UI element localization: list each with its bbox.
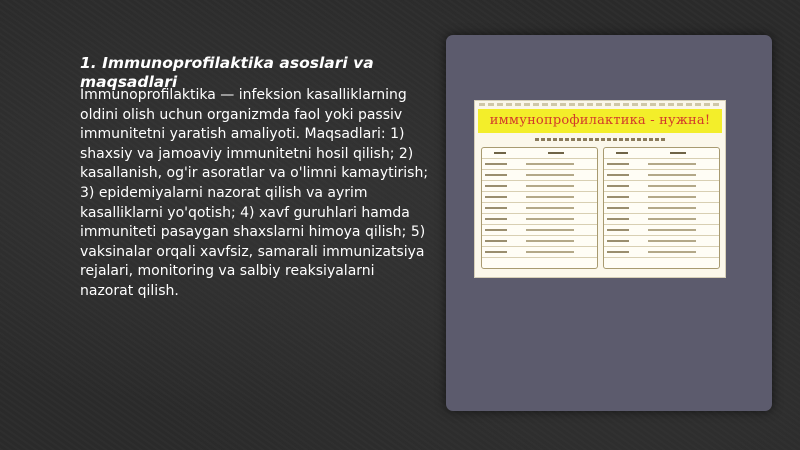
poster-banner: иммунопрофилактика - нужна! (478, 109, 722, 133)
poster-table-row (604, 214, 719, 225)
poster-subtitle-line (535, 138, 665, 141)
slide-title-line-1: 1. Immunoprofilaktika asoslari va (80, 54, 374, 72)
slide-body-text: Immunoprofilaktika — infeksion kasalliklarning oldini olish uchun organizmda faol yoki passiv immunitetni yaratish amaliyoti. Maqsadlari: 1) shaxsiy va jamoaviy immunitetni hosil qilish; 2) kasallanish, og'ir asoratlar va o'limni kamaytirish; 3) epidemiyalarni nazorat qilish va ayrim kasalliklarni yo'qotish; 4) xavf guruhlari hamda immuniteti pasaygan shaxslarni himoya qilish; 5) vaksinalar orqali xavfsiz, samarali immunizatsiya rejalari, monitoring va salbiy reaksiyalarni nazorat qilish. (80, 87, 429, 299)
poster-header-line (479, 103, 721, 106)
poster-image (474, 100, 726, 278)
poster-table-row (604, 247, 719, 258)
poster-table-right (603, 147, 720, 269)
poster-table-row (604, 203, 719, 214)
poster-table-row (482, 181, 597, 192)
poster-table-row (604, 148, 719, 159)
poster-table-row (482, 225, 597, 236)
slide-title-line-2: maqsadlari (80, 73, 178, 91)
poster-table-left (481, 147, 598, 269)
poster-table-row (482, 159, 597, 170)
poster-table-row (604, 225, 719, 236)
text-column (80, 54, 430, 302)
poster-table-row (604, 181, 719, 192)
poster-table-row (482, 247, 597, 258)
poster-table-row (482, 192, 597, 203)
poster-table-row (604, 159, 719, 170)
poster-table-row (482, 170, 597, 181)
poster-table-row (482, 214, 597, 225)
poster-table-row (482, 203, 597, 214)
image-panel (446, 35, 772, 411)
poster-table-row (604, 236, 719, 247)
poster-table-row (604, 192, 719, 203)
poster-table-row (604, 170, 719, 181)
poster-table-row (482, 148, 597, 159)
poster-table-row (482, 236, 597, 247)
